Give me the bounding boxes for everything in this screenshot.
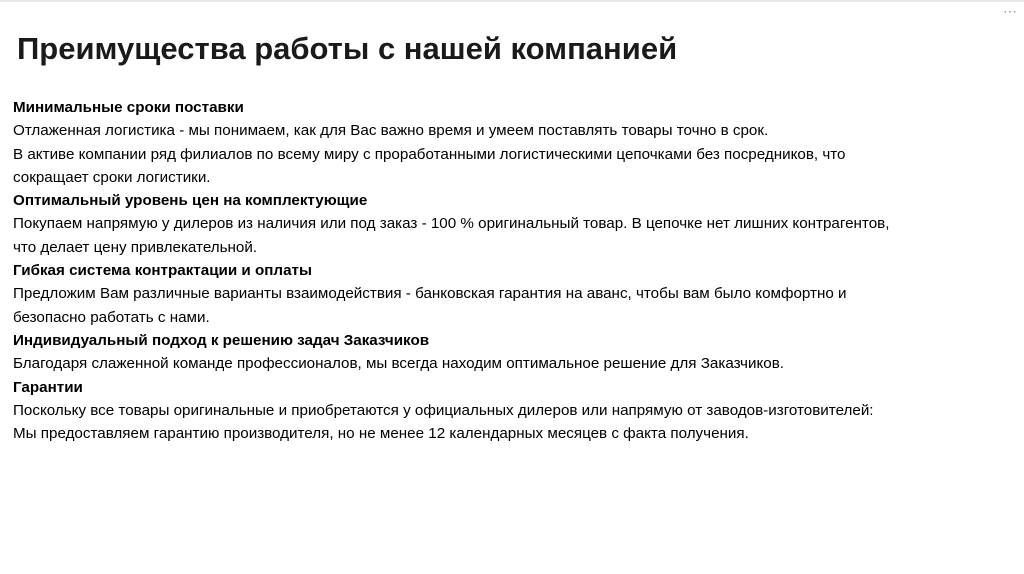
page-title: Преимущества работы с нашей компанией	[17, 31, 678, 66]
section-heading-prices: Оптимальный уровень цен на комплектующие	[13, 192, 368, 210]
section-text-line: В активе компании ряд филиалов по всему миру с проработанными логистическими цепочками без посредников, что	[13, 145, 846, 163]
section-text-line: Покупаем напрямую у дилеров из наличия или под заказ - 100 % оригинальный товар. В цепочке нет лишних контрагентов,	[13, 215, 890, 233]
more-options-icon[interactable]: ⋯	[1003, 3, 1018, 19]
section-heading-delivery: Минимальные сроки поставки	[13, 99, 244, 116]
top-divider	[0, 0, 1024, 2]
section-text-line: Отлаженная логистика - мы понимаем, как для Вас важно время и умеем поставлять товары точно в срок.	[13, 122, 769, 140]
section-text-line: что делает цену привлекательной.	[13, 238, 258, 256]
section-text-line: безопасно работать с нами.	[13, 308, 210, 326]
section-text-line: Мы предоставляем гарантию производителя, но не менее 12 календарных месяцев с факта получения.	[13, 425, 749, 443]
section-heading-guarantees: Гарантии	[13, 378, 83, 396]
section-text-line: Поскольку все товары оригинальные и приобретаются у официальных дилеров или напрямую от заводов-изготовителей:	[13, 401, 874, 419]
section-text-line: Благодаря слаженной команде профессионалов, мы всегда находим оптимальное решение для Заказчиков.	[13, 355, 785, 373]
section-heading-individual: Индивидуальный подход к решению задач Заказчиков	[13, 331, 430, 349]
slide-content	[13, 96, 1003, 445]
section-heading-contracts: Гибкая система контрактации и оплаты	[13, 262, 312, 280]
section-text-line: Предложим Вам различные варианты взаимодействия - банковская гарантия на аванс, чтобы вам было комфортно и	[13, 285, 847, 303]
section-text-line: сокращает сроки логистики.	[13, 168, 211, 186]
